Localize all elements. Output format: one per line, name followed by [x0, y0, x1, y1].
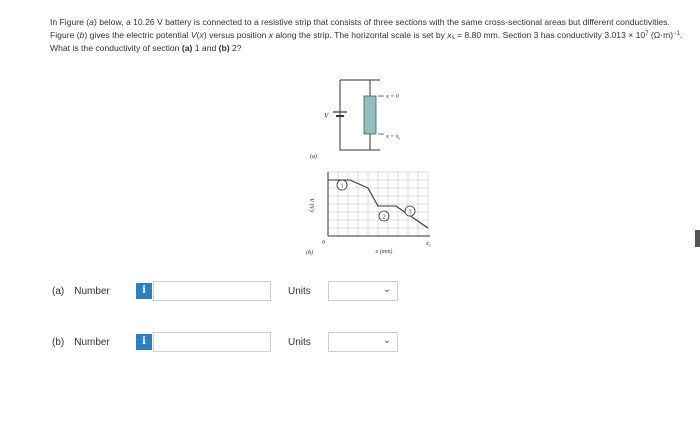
answer-b-number-input[interactable]: [153, 332, 271, 352]
answer-a-number-input[interactable]: [153, 281, 271, 301]
units-label-a: Units: [288, 286, 311, 297]
svg-text:3: 3: [408, 208, 412, 216]
answer-a-label: (a) Number: [52, 286, 110, 297]
info-icon[interactable]: i: [136, 283, 152, 299]
figure: [300, 70, 445, 270]
chevron-down-icon: ⌄: [382, 335, 391, 346]
figure-a-label: (a): [310, 154, 317, 160]
figure-svg: [300, 70, 445, 270]
info-icon[interactable]: i: [136, 334, 152, 350]
chevron-down-icon: ⌄: [382, 284, 391, 295]
units-select-b[interactable]: [328, 332, 398, 352]
xs-label: $x = x_s$: [386, 134, 401, 141]
scrollbar-thumb[interactable]: [695, 230, 700, 247]
y-axis-label: V (V): [308, 198, 315, 212]
battery-label: V: [324, 112, 329, 120]
circuit-diagram: [310, 80, 400, 160]
units-label-b: Units: [288, 337, 311, 348]
resistive-strip: [364, 96, 376, 134]
x-axis-label: x (mm): [375, 249, 393, 255]
svg-text:2: 2: [382, 213, 386, 221]
xs-axis-label: $x_s$: [426, 241, 431, 248]
question-text: In Figure (a) below, a 10.26 V battery is connected to a resistive strip that consists of three sections with the same cross-sectional areas but different conductivities. Figure (b) gives the electric potential V(x) versus position x along the strip. The horizontal scale is set by $x_s = 8.80$ mm. Section 3 has conductivity $3.013 \times 10^7$ $(\Omega\cdot m)^{-1}$. What is the conductivity of section (a) 1 and (b) 2?: [50, 17, 683, 53]
units-select-a[interactable]: [328, 281, 398, 301]
figure-b-label: (b): [306, 250, 313, 256]
x0-label: x = 0: [386, 94, 399, 100]
answer-b-label: (b) Number: [52, 337, 110, 348]
potential-graph: [306, 172, 431, 256]
origin-label: 0: [322, 240, 325, 246]
svg-text:1: 1: [340, 182, 344, 190]
